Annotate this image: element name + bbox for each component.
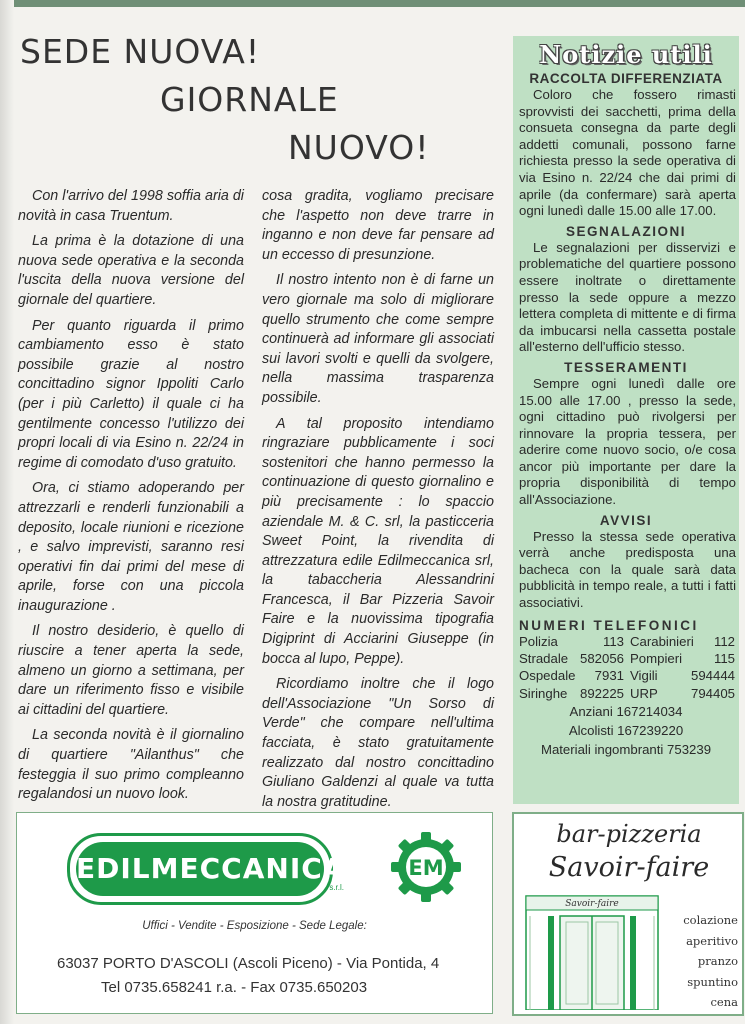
savoir-faire-name: Savoir-faire <box>548 852 710 883</box>
edilmeccanica-logo-text: EDILMECCANICA <box>76 842 324 896</box>
phone-number: 794405 <box>690 685 735 701</box>
phone-number: 7931 <box>594 668 624 684</box>
savoir-faire-menu <box>664 910 738 1013</box>
article-column-1 <box>18 187 244 836</box>
phone-extra-line: Materiali ingombranti 753239 <box>540 742 712 758</box>
section-text-reports: Le segnalazioni per disservizi e problematiche del quartiere possono essere inoltrate o direttamente presso la sede oppure a mezzo lettera completa di mittente e di firma da imbucarsi nella cassetta postale all'esterno dell'ufficio stesso. <box>519 239 736 355</box>
section-heading-membership: TESSERAMENTI <box>564 359 688 375</box>
menu-item: spuntino <box>687 974 738 989</box>
article-paragraph: Con l'arrivo del 1998 soffia aria di novità in casa Truentum. <box>18 188 244 224</box>
article-column-2 <box>262 187 494 818</box>
phone-name: Pompieri <box>630 651 683 667</box>
savoir-faire-ad <box>512 812 744 1016</box>
phone-number: 594444 <box>690 668 735 684</box>
menu-item: cena <box>710 995 738 1009</box>
phone-entry <box>630 633 735 650</box>
phone-name: Siringhe <box>519 685 568 701</box>
top-border <box>0 0 745 7</box>
phone-entry <box>519 667 624 684</box>
phone-number: 582056 <box>579 651 624 667</box>
phone-name: Polizia <box>519 633 558 649</box>
phone-entry <box>630 685 735 702</box>
article-paragraph: Ricordiamo inoltre che il logo dell'Associazione "Un Sorso di Verde" che compare nell'ultima facciata, è stato gratuitamente realizzato dal nostro concittadino Giuliano Galdenzi al quale va tutta la nostra gratitudine. <box>262 676 494 810</box>
headline-line-1: SEDE NUOVA! <box>20 32 261 71</box>
storefront-door-illustration <box>522 894 662 1010</box>
menu-item: aperitivo <box>686 933 738 948</box>
phone-name: Carabinieri <box>630 633 694 649</box>
article-paragraph: cosa gradita, vogliamo precisare che l'aspetto non deve trarre in inganno e non deve far pensare ad un eccesso di presunzione. <box>262 188 494 263</box>
edilmeccanica-address: 63037 PORTO D'ASCOLI (Ascoli Piceno) - Via Pontida, 4 <box>57 955 440 972</box>
menu-item: pranzo <box>697 954 738 968</box>
article-paragraph: A tal proposito intendiamo ringraziare pubblicamente i soci sostenitori che hanno permesso la continuazione di questo giornalino e più precisamente : lo spaccio aziendale M. & C. srl, la pasticceria Sweet Point, la rivendita di attrezzatura edile Edilmeccanica srl, la tabaccheria Alessandrini Francesca, il Bar Pizzeria Savoir Faire e la nuovissima tipografia Digiprint di Acciarini Giuseppe (in bocca al lupo, Peppe). <box>262 415 494 667</box>
section-heading-reports: SEGNALAZIONI <box>565 223 686 239</box>
section-heading-notices: AVVISI <box>599 512 653 528</box>
article-paragraph: Il nostro intento non è di farne un vero giornale ma solo di migliorare quello strumento che come sempre continuerà ad informare gli associati sui lavori svolti e quelli da svolgere, nella massima trasparenza possibile. <box>262 272 494 406</box>
article-paragraph: La seconda novità è il giornalino di quartiere "Ailanthus" che festeggia il suo primo compleanno regalandosi un nuovo look. <box>18 727 244 803</box>
gear-logo-icon <box>390 831 462 903</box>
phone-entry <box>519 633 624 650</box>
phone-number: 113 <box>602 633 624 649</box>
phone-extra-line: Alcolisti 167239220 <box>568 723 684 739</box>
edilmeccanica-services: Uffici - Vendite - Esposizione - Sede Legale: <box>142 920 367 932</box>
phone-name: Stradale <box>519 651 569 667</box>
phone-name: URP <box>630 685 658 701</box>
phone-numbers-list <box>513 633 739 703</box>
phone-number: 112 <box>713 633 735 649</box>
article-paragraph: Il nostro desiderio, è quello di riuscire a tener aperta la sede, almeno un giorno a settimana, per dare un riferimento fisso e visibile ai cittadini del quartiere. <box>18 623 244 718</box>
menu-item: colazione <box>683 913 738 927</box>
phone-name: Ospedale <box>519 668 576 684</box>
phone-entry <box>519 685 624 702</box>
phone-numbers-heading: NUMERI TELEFONICI <box>519 617 699 633</box>
headline-line-2: GIORNALE <box>160 80 339 119</box>
phone-entry <box>519 650 624 667</box>
edilmeccanica-logo-suffix: s.r.l. <box>329 883 344 892</box>
edilmeccanica-ad <box>16 812 493 1014</box>
section-heading-recycling: RACCOLTA DIFFERENZIATA <box>529 71 723 86</box>
edilmeccanica-phone: Tel 0735.658241 r.a. - Fax 0735.650203 <box>101 979 368 996</box>
phone-name: Vigili <box>630 668 658 684</box>
edilmeccanica-logo <box>67 833 346 905</box>
savoir-faire-type: bar-pizzeria <box>556 820 702 848</box>
phone-entry <box>630 667 735 684</box>
phone-extra-line: Anziani 167214034 <box>569 704 683 720</box>
article-paragraph: Ora, ci stiamo adoperando per attrezzarli e renderli funzionabili a deposito, locale riunioni e ricezione , e salvo imprevisti, saranno resi operativi fin dai primi del mese di aprile, forse con una piccola inaugurazione . <box>18 480 244 614</box>
section-text-notices: Presso la stessa sede operativa verrà anche predisposta una bacheca con la quale sarà data pubblicità in tempo reale, a tutti i fatti associativi. <box>519 528 736 611</box>
phone-number: 892225 <box>579 685 624 701</box>
article-paragraph: Per quanto riguarda il primo cambiamento esso è stato possibile grazie al nostro concittadino signor Ippoliti Carlo (per i più Carletto) il quale ci ha gentilmente concesso l'utilizzo dei propri locali di via Esino n. 22/24 in regime di comodato d'uso gratuito. <box>18 317 244 471</box>
article-paragraph: La prima è la dotazione di una nuova sede operativa e la seconda l'uscita della nuova versione del giornale del quartiere. <box>18 233 244 308</box>
phone-entry <box>630 650 735 667</box>
headline-line-3: NUOVO! <box>288 128 430 167</box>
useful-info-title: Notizie utili <box>539 40 713 69</box>
door-sign-text: Savoir-faire <box>565 899 619 909</box>
section-text-membership: Sempre ogni lunedì dalle ore 15.00 alle 17.00 , presso la sede, ogni cittadino può rivolgersi per rinnovare la propria tessera, per aderire come nuovo socio, o/e cosa ancor più importante per dare la propria disponibilità di tempo all'Associazione. <box>519 375 736 508</box>
page-fold-shadow <box>0 0 14 1024</box>
gear-logo-text: EM <box>408 856 444 880</box>
phone-number: 115 <box>713 651 735 667</box>
section-text-recycling: Coloro che fossero rimasti sprovvisti dei sacchetti, prima della consueta consegna da parte degli addetti comunali, possono farne richiesta presso la sede operativa di via Esino n. 22/24 che dai primi di aprile (da confermare) sarà aperta ogni lunedì dalle 15.00 alle 17.00. <box>519 87 736 219</box>
useful-info-box <box>513 36 739 804</box>
